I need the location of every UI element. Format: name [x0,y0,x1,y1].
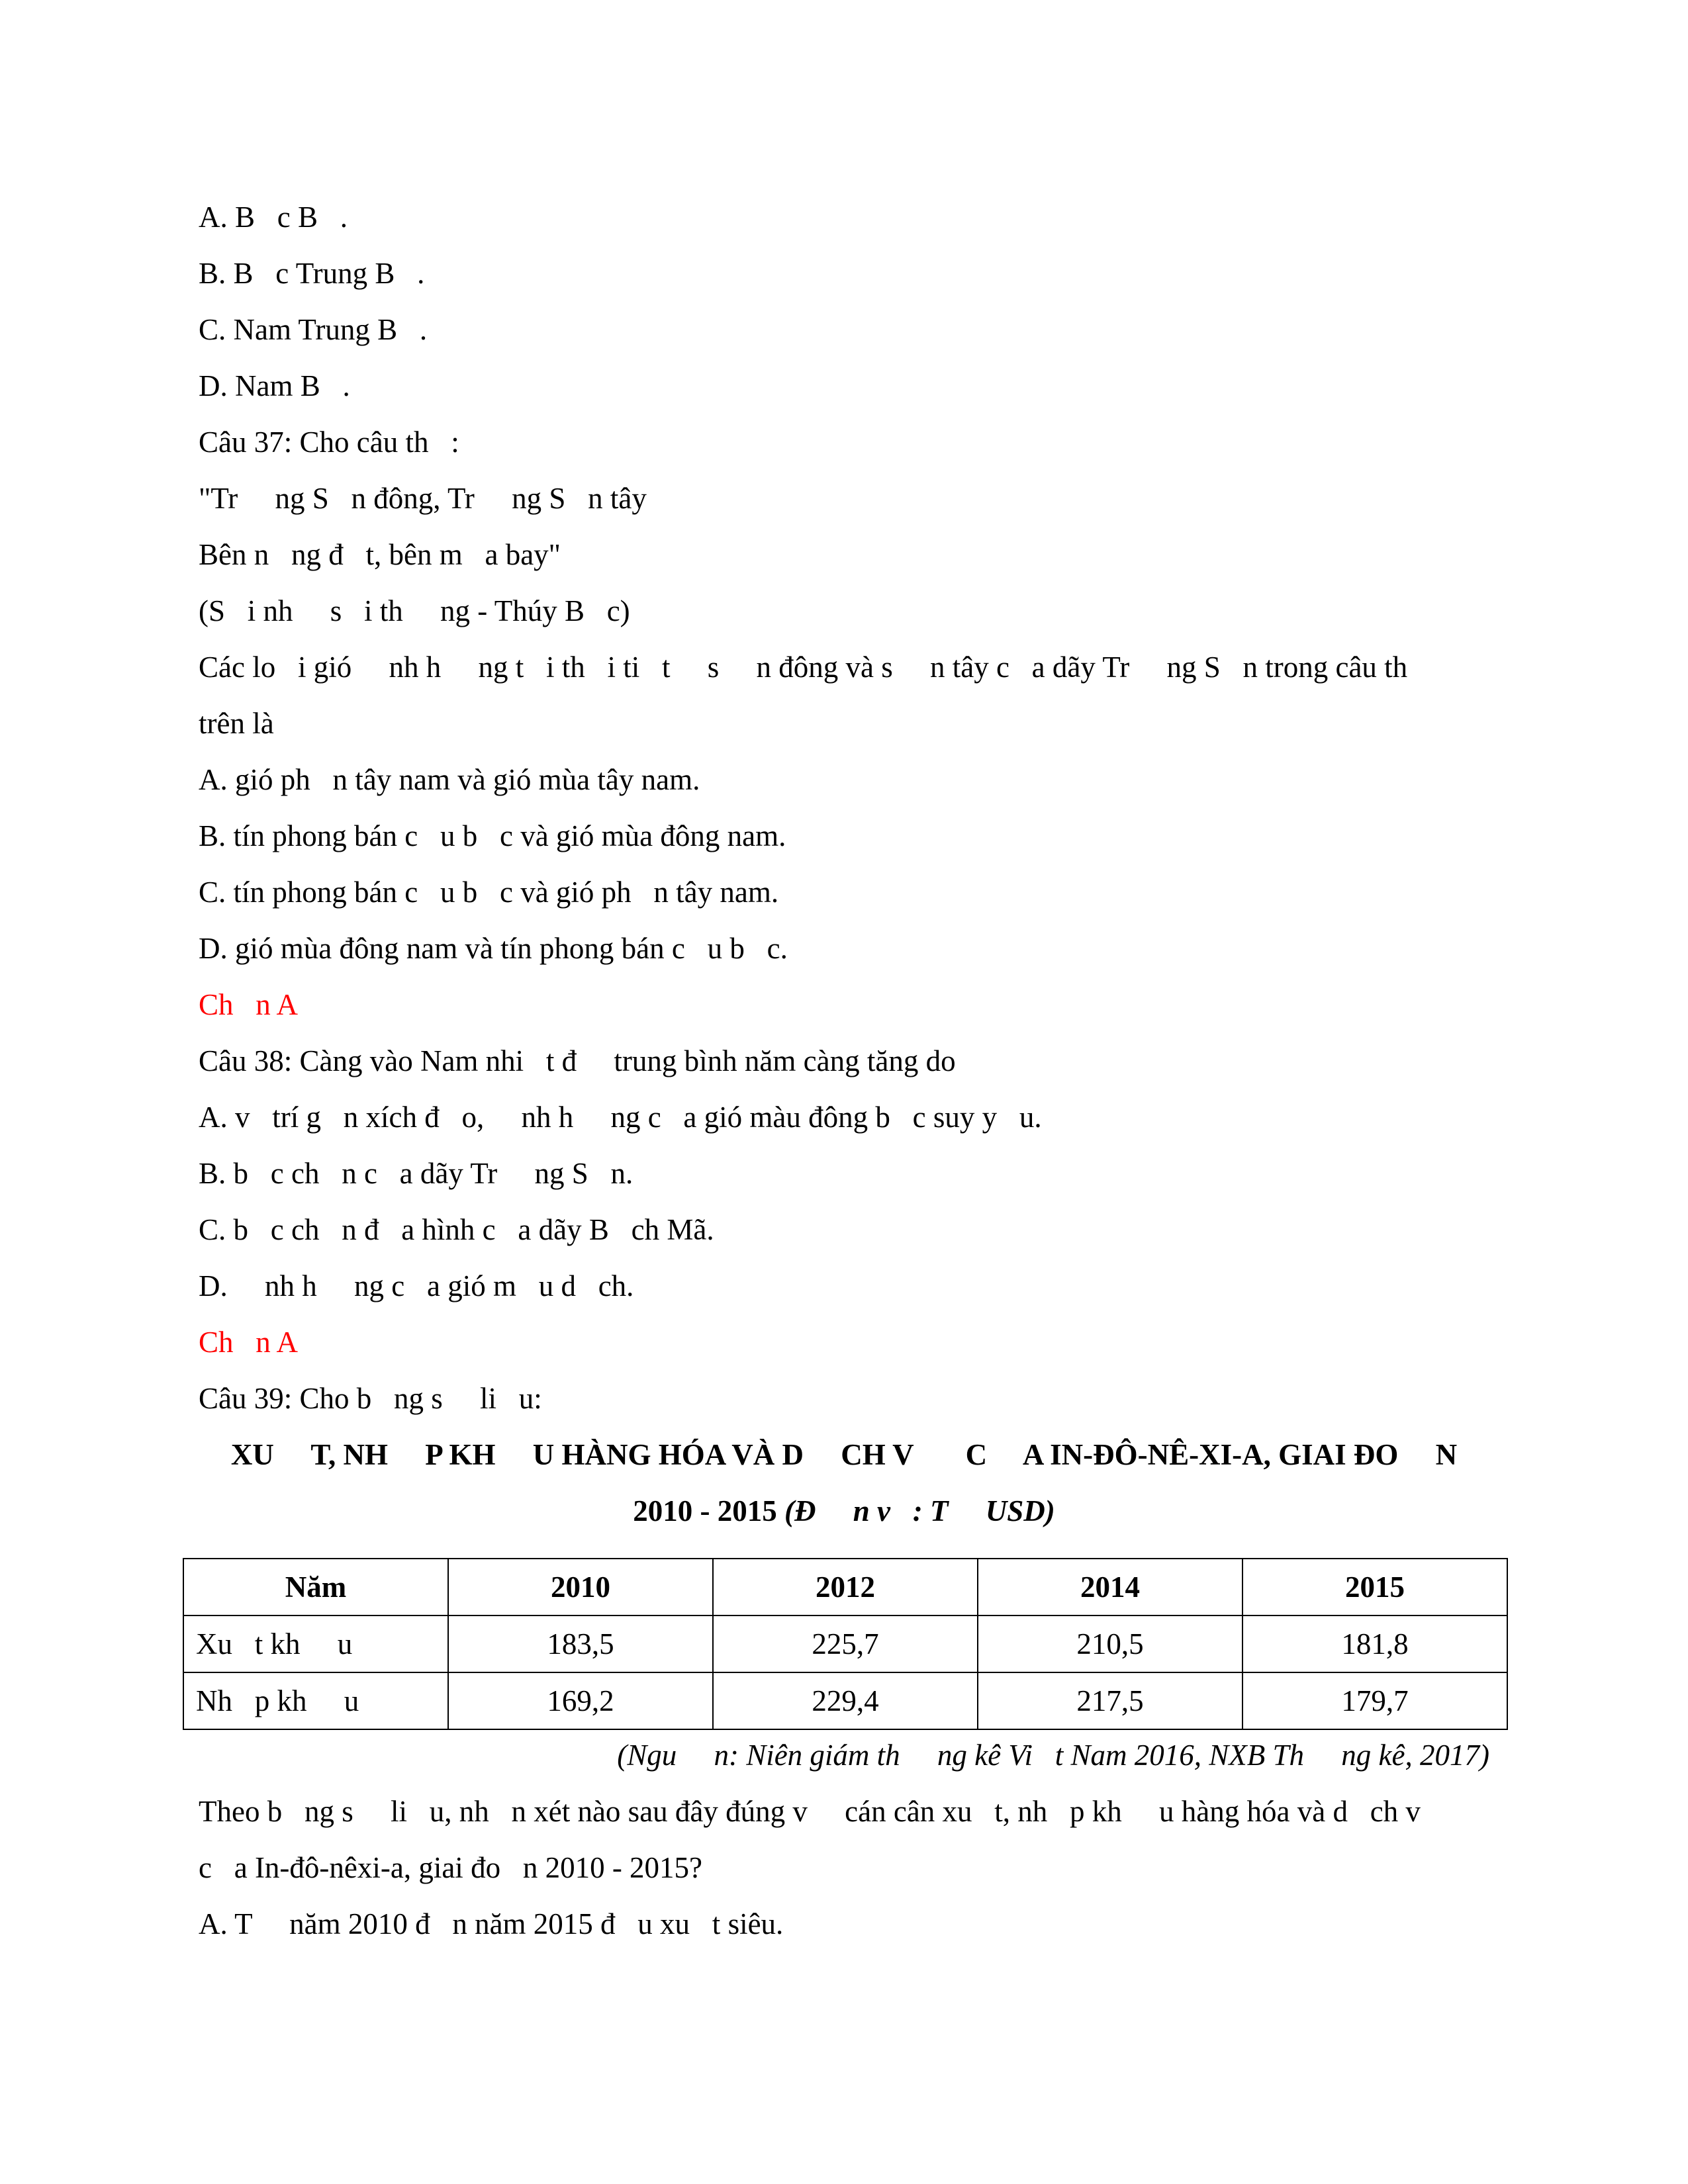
q37-option-c: C. tín phong bán c u b c và gió ph n tây nam. [199,876,779,909]
q37-poem-line2: Bên n ng đ t, bên m a bay" [199,538,561,571]
q38-stem: Câu 38: Càng vào Nam nhi t đ trung bình năm càng tăng do [199,1044,956,1077]
table-cell: 181,8 [1243,1615,1507,1672]
table-title-years: 2010 - 2015 [633,1494,785,1527]
header-cell-2012: 2012 [713,1559,978,1615]
q37-answer: Ch n A [199,988,299,1021]
header-cell-2015: 2015 [1243,1559,1507,1615]
row-label-import: Nh p kh u [183,1672,448,1729]
q38-option-c: C. b c ch n đ a hình c a dãy B ch Mã. [199,1213,714,1246]
q37-option-b: B. tín phong bán c u b c và gió mùa đông nam. [199,819,786,852]
table-title-unit: (Đ n v : T USD) [784,1494,1055,1527]
q36-option-d: D. Nam B . [199,369,350,402]
table-cell: 169,2 [448,1672,713,1729]
table-source: (Ngu n: Niên giám th ng kê Vi t Nam 2016, NXB Th ng kê, 2017) [617,1739,1489,1772]
q39-option-a: A. T năm 2010 đ n năm 2015 đ u xu t siêu. [199,1907,784,1940]
table-cell: 217,5 [978,1672,1243,1729]
table-cell: 183,5 [448,1615,713,1672]
table-title-line1: XU T, NH P KH U HÀNG HÓA VÀ D CH V C A IN-ĐÔ-NÊ-XI-A, GIAI ĐO N [230,1438,1458,1471]
header-cell-year: Năm [183,1559,448,1615]
q37-poem-source: (S i nh s i th ng - Thúy B c) [199,594,630,627]
q39-stem: Câu 39: Cho b ng s li u: [199,1382,542,1415]
table-title-line2 [165,1491,1523,1531]
q37-poem-line1: "Tr ng S n đông, Tr ng S n tây [199,482,647,515]
table-cell: 229,4 [713,1672,978,1729]
q37-question-line1: Các lo i gió nh h ng t i th i ti t s n đông và s n tây c a dãy Tr ng S n trong câu th [199,651,1408,684]
q38-option-a: A. v trí g n xích đ o, nh h ng c a gió màu đông b c suy y u. [199,1101,1042,1134]
q36-option-c: C. Nam Trung B . [199,313,428,346]
q38-option-d: D. nh h ng c a gió m u d ch. [199,1269,634,1302]
q37-question-line2: trên là [199,707,274,740]
q36-option-b: B. B c Trung B . [199,257,425,290]
data-table [183,1558,1508,1730]
table-header-row [183,1559,1507,1615]
q39-question-line1: Theo b ng s li u, nh n xét nào sau đây đúng v cán cân xu t, nh p kh u hàng hóa và d ch v [199,1795,1421,1828]
table-row [183,1672,1507,1729]
q37-stem: Câu 37: Cho câu th : [199,426,459,459]
row-label-export: Xu t kh u [183,1615,448,1672]
table-cell: 210,5 [978,1615,1243,1672]
header-cell-2010: 2010 [448,1559,713,1615]
q39-question-line2: c a In-đô-nêxi-a, giai đo n 2010 - 2015? [199,1851,703,1884]
q36-option-a: A. B c B . [199,201,348,234]
q37-option-d: D. gió mùa đông nam và tín phong bán c u b c. [199,932,788,965]
table-row [183,1615,1507,1672]
q38-option-b: B. b c ch n c a dãy Tr ng S n. [199,1157,633,1190]
table-cell: 179,7 [1243,1672,1507,1729]
header-cell-2014: 2014 [978,1559,1243,1615]
q38-answer: Ch n A [199,1326,299,1359]
q37-option-a: A. gió ph n tây nam và gió mùa tây nam. [199,763,700,796]
table-cell: 225,7 [713,1615,978,1672]
